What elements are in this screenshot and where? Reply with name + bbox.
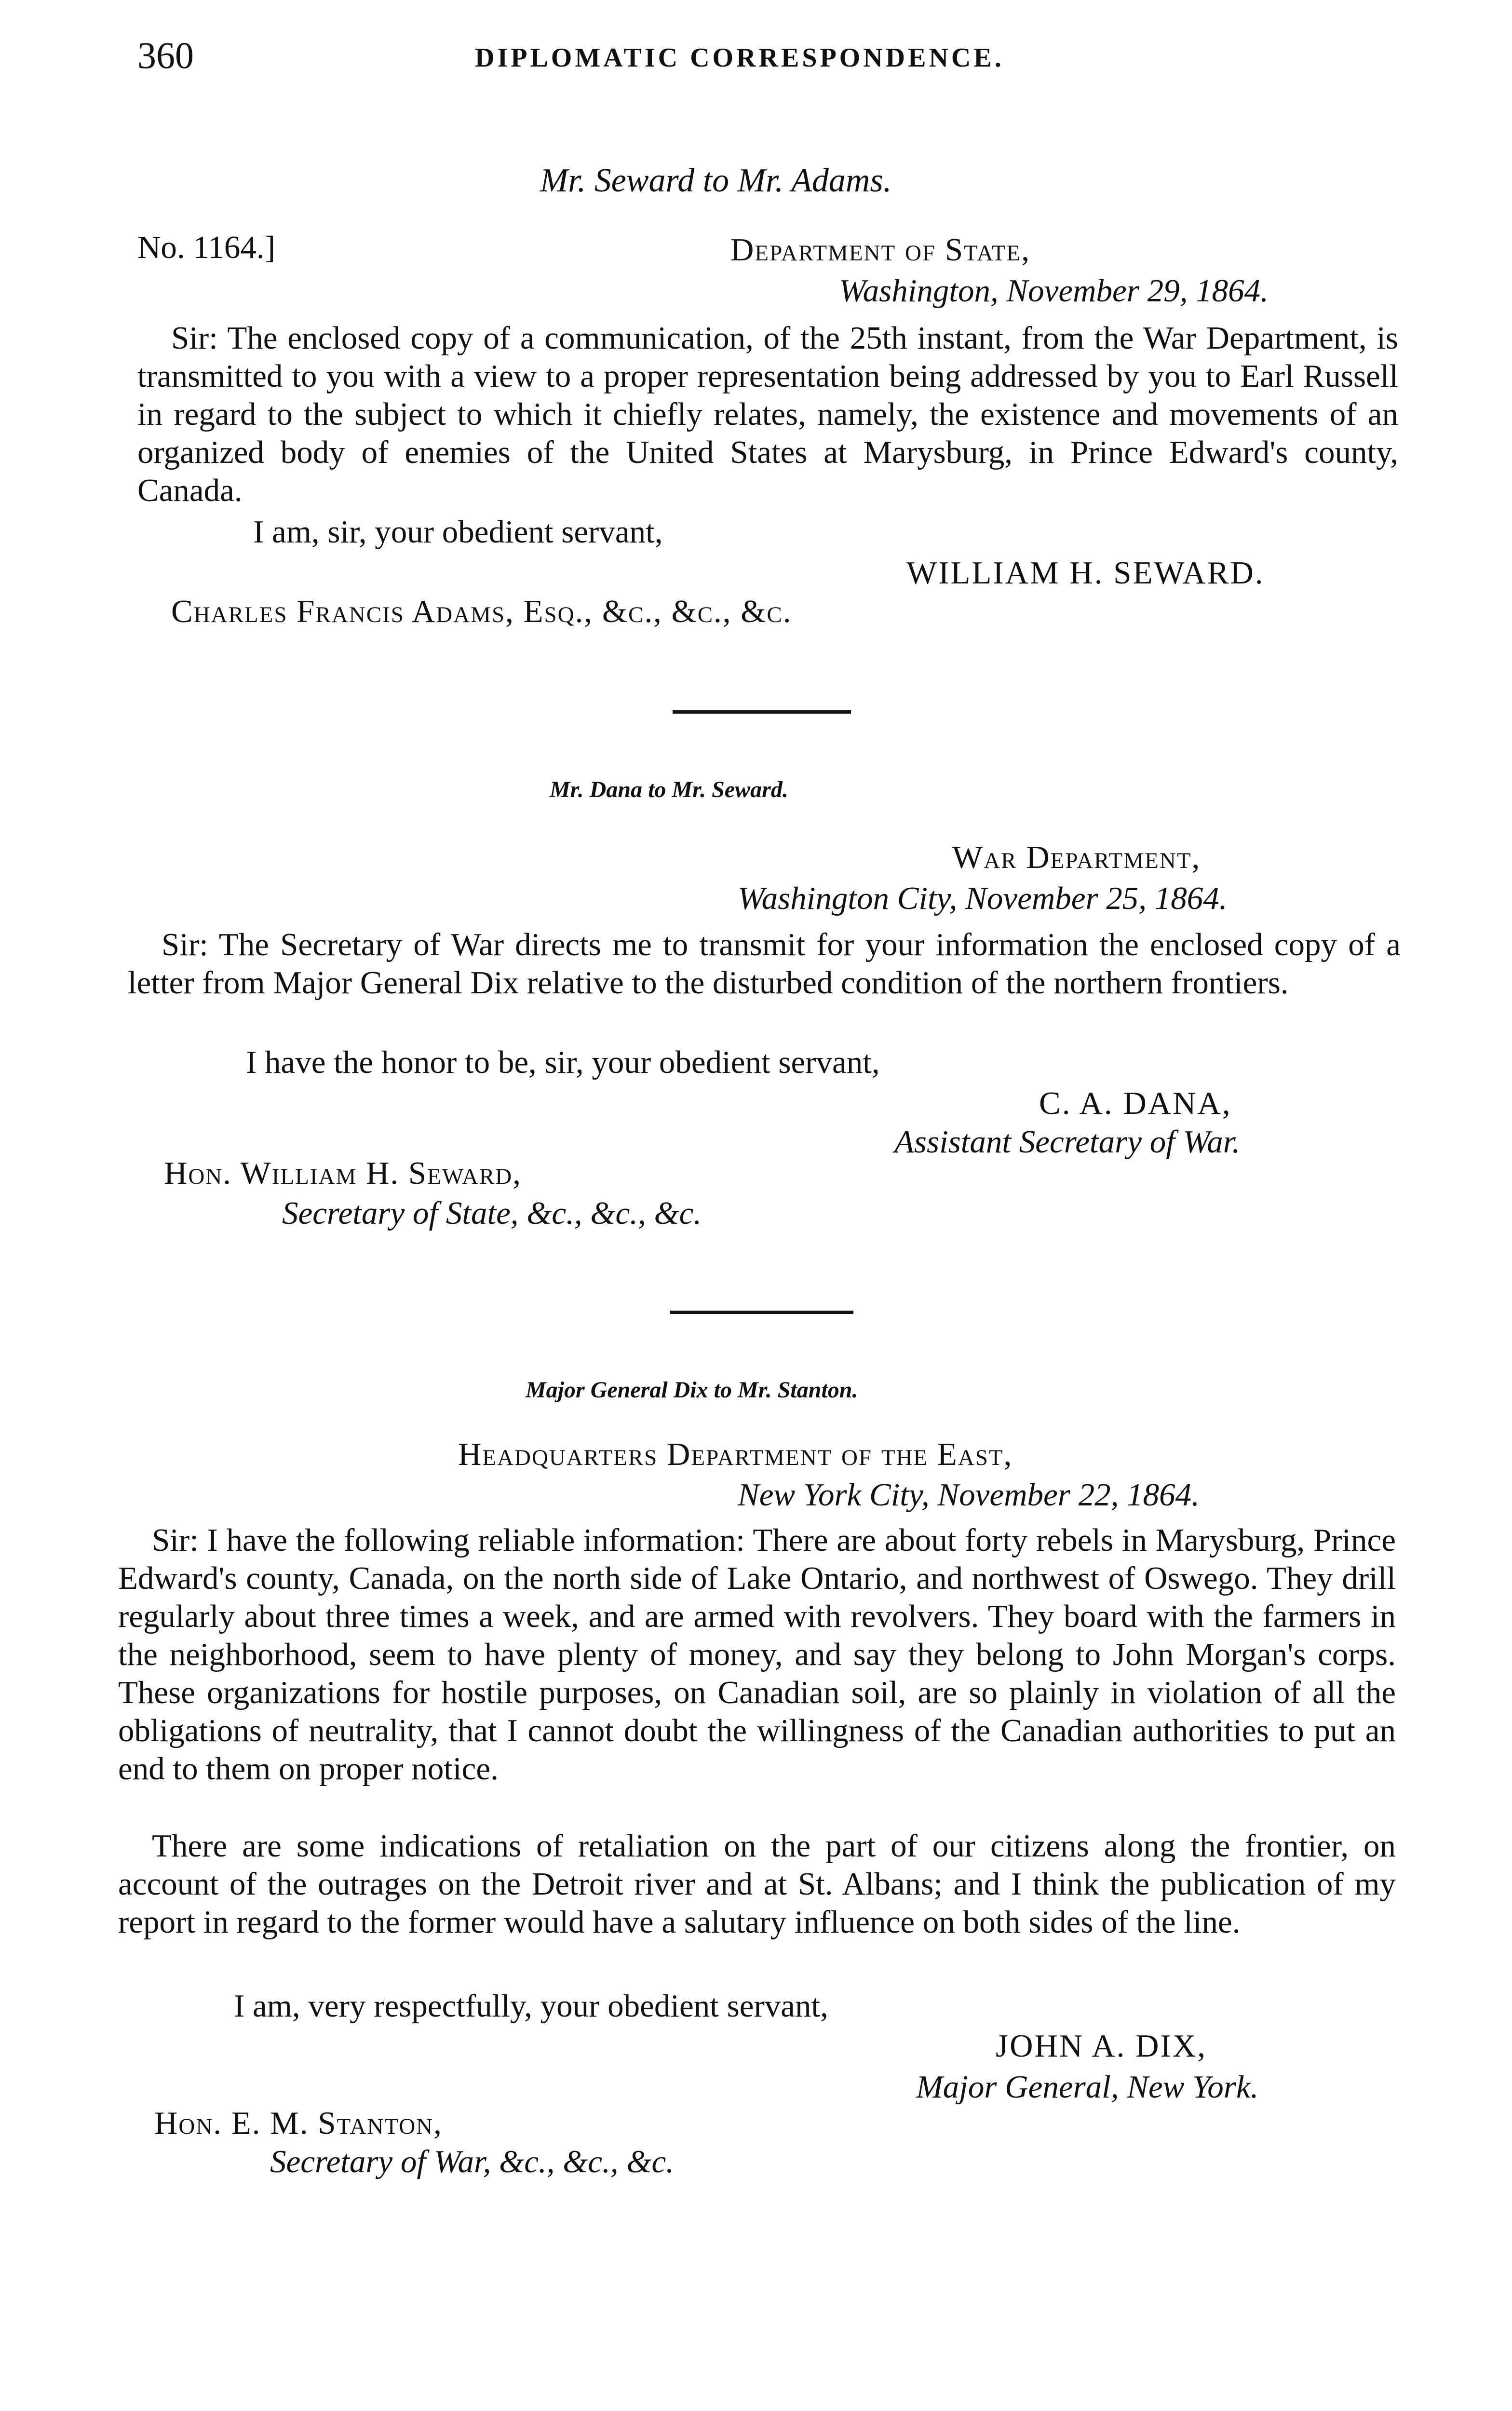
letter-2-caption: Mr. Dana to Mr. Seward.	[550, 777, 788, 802]
letter-1-office: Department of State,	[730, 232, 1030, 268]
page-number: 360	[137, 34, 194, 76]
letter-2-closing: I have the honor to be, sir, your obedient servant,	[246, 1044, 880, 1080]
letter-3-place-date: New York City, November 22, 1864.	[738, 1477, 1200, 1513]
letter-1-place-date: Washington, November 29, 1864.	[839, 273, 1269, 309]
letter-2-office: War Department,	[952, 840, 1201, 875]
section-divider	[670, 1311, 853, 1314]
section-divider	[673, 710, 851, 714]
letter-3-addressee-title: Secretary of War, &c., &c., &c.	[270, 2144, 674, 2180]
letter-3-signature-title: Major General, New York.	[916, 2069, 1259, 2105]
running-title: DIPLOMATIC CORRESPONDENCE.	[475, 43, 1004, 73]
letter-1-closing: I am, sir, your obedient servant,	[253, 514, 663, 550]
letter-3-closing: I am, very respectfully, your obedient servant,	[234, 1988, 828, 2024]
letter-2-place-date: Washington City, November 25, 1864.	[738, 880, 1228, 916]
letter-3-caption: Major General Dix to Mr. Stanton.	[526, 1377, 858, 1403]
letter-3-signature: JOHN A. DIX,	[996, 2028, 1207, 2064]
letter-2-addressee: Hon. William H. Seward,	[164, 1155, 522, 1191]
letter-1-caption: Mr. Seward to Mr. Adams.	[540, 162, 892, 199]
letter-1-number: No. 1164.]	[137, 230, 275, 265]
running-header	[137, 34, 1093, 87]
letter-1-addressee: Charles Francis Adams, Esq., &c., &c., &c.	[171, 594, 792, 629]
letter-3-addressee: Hon. E. M. Stanton,	[154, 2105, 443, 2141]
letter-3-office: Headquarters Department of the East,	[458, 1436, 1013, 1472]
letter-2-addressee-title: Secretary of State, &c., &c., &c.	[282, 1195, 702, 1231]
letter-3-body-continued: There are some indications of retaliation on the part of our citizens along the frontier, on account of the outrages on the Detroit river and at St. Albans; and I think the publication of my report in regard to the former would have a salutary influence on both sides of the line.	[118, 1828, 1396, 1940]
letter-2-signature: C. A. DANA,	[1039, 1085, 1232, 1121]
letter-2-body: Sir: The Secretary of War directs me to transmit for your information the enclosed copy of a letter from Major General Dix relative to the disturbed condition of the northern frontiers.	[128, 927, 1401, 1001]
letter-1-body: Sir: The enclosed copy of a communication, of the 25th instant, from the War Department, is transmitted to you with a view to a proper representation being addressed by you to Earl Russell in regard to the subject to which it chiefly relates, namely, the existence and movements of an organized body of enemies of the United States at Marysburg, in Prince Edward's county, Canada.	[137, 320, 1398, 508]
letter-3-body: Sir: I have the following reliable information: There are about forty rebels in Marysburg, Prince Edward's county, Canada, on the north side of Lake Ontario, and northwest of Oswego. They drill regularly about three times a week, and are armed with revolvers. They board with the farmers in the neighborhood, seem to have plenty of money, and say they belong to John Morgan's corps. These organizations for hostile purposes, on Canadian soil, are so plainly in violation of all the obligations of neutrality, that I cannot doubt the willingness of the Canadian authorities to put an end to them on proper notice.	[118, 1522, 1396, 1787]
letter-2-signature-title: Assistant Secretary of War.	[894, 1124, 1241, 1160]
letter-1-signature: WILLIAM H. SEWARD.	[906, 555, 1265, 591]
